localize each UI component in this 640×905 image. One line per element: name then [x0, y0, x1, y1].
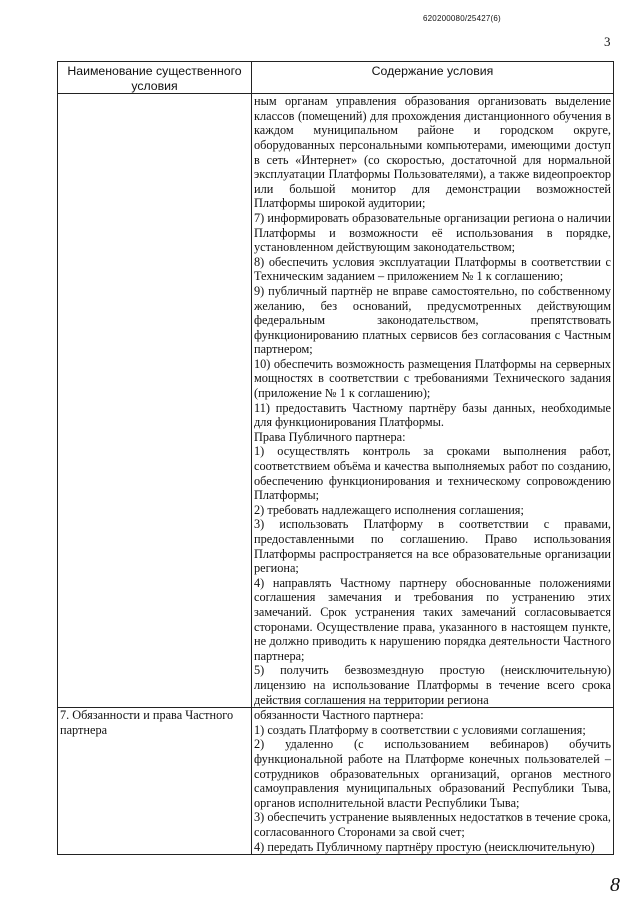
row1-paragraph: 7) информировать образовательные организации региона о наличии Платформы и возможности её использования в порядке, установленном действующим законодательством;	[254, 210, 611, 255]
row1-paragraph: 10) обеспечить возможность размещения Платформы на серверных мощностях в соответствии с требованиями Технического задания (приложение № 1 к соглашению);	[254, 356, 611, 401]
row1-paragraph: 1) осуществлять контроль за сроками выполнения работ, соответствием объёма и качества выполняемых работ по созданию, обеспечению функционирования и техническому сопровождению Платформы;	[254, 444, 611, 503]
column-header-condition-content	[252, 62, 614, 94]
row2-paragraph: 2) удаленно (с использованием вебинаров) обучить функциональной работе на Платформе конечных пользователей – сотрудников образовательных организаций, органов местного самоуправления муниципальных образований Республики Тыва, органов исполнительной власти Республики Тыва;	[254, 737, 611, 810]
row1-paragraph: 5) получить безвозмездную простую (неисключительную) лицензию на использование Платформы в течение всего срока действия соглашения на территории региона	[254, 663, 611, 707]
row1-paragraph: Права Публичного партнера:	[254, 429, 406, 444]
row1-paragraph: ным органам управления образования организовать выделение классов (помещений) для прохождения дистанционного обучения в каждом муниципальном районе и городском округе, оборудованных персональными компьютерами, имеющими доступ в сеть «Интернет» (со скоростью, достаточной для нормальной эксплуатации Платформы Пользователями), а также видеопроектор или большой монитор для демонстрации возможностей Платформы широкой аудитории;	[254, 94, 611, 211]
row1-content-cell	[252, 94, 614, 708]
row2-name-cell	[58, 708, 252, 855]
column-header-condition-name-text: Наименование существенного условия	[67, 64, 242, 93]
row1-paragraph: 11) предоставить Частному партнёру базы данных, необходимые для функционирования Платформы.	[254, 400, 611, 430]
document-code: 620200080/25427(6)	[423, 14, 501, 23]
handwritten-signature-mark: 8	[610, 874, 620, 896]
row1-paragraph: 2) требовать надлежащего исполнения соглашения;	[254, 502, 524, 517]
table-row-public-partner	[58, 94, 614, 708]
row2-paragraph: 3) обеспечить устранение выявленных недостатков в течение срока, согласованного Сторонами за свой счет;	[254, 810, 611, 839]
row2-title: 7. Обязанности и права Частного партнера	[60, 708, 234, 737]
column-header-condition-content-text: Содержание условия	[371, 64, 494, 78]
row2-paragraph: 1) создать Платформу в соответствии с условиями соглашения;	[254, 722, 586, 737]
column-header-condition-name	[58, 62, 252, 94]
row1-paragraph: 3) использовать Платформу в соответствии с правами, предоставленными по соглашению. Право использования Платформы распространяется на все образовательные организации региона;	[254, 517, 611, 576]
row1-paragraph: 8) обеспечить условия эксплуатации Платформы в соответствии с Техническим заданием – приложением № 1 к соглашению;	[254, 254, 611, 284]
row1-paragraph: 9) публичный партнёр не вправе самостоятельно, по собственному желанию, без оснований, предусмотренных действующим федеральным законодательством, препятствовать функционированию платных сервисов без согласования с Частным партнером;	[254, 283, 611, 357]
row1-name-cell	[58, 94, 252, 708]
table-header-row	[58, 62, 614, 94]
row1-paragraph: 4) направлять Частному партнеру обоснованные положениями соглашения замечания и требования по устранению этих замечаний. Срок устранения таких замечаний согласовывается сторонами. Осуществление права, указанного в настоящем пункте, не должно приводить к нарушению порядка деятельности Частного партнера;	[254, 575, 611, 663]
row2-paragraph: 4) передать Публичному партнёру простую (неисключительную)	[254, 839, 595, 854]
conditions-table	[57, 61, 614, 855]
row2-content-cell	[252, 708, 614, 855]
table-row-private-partner	[58, 708, 614, 855]
page-number: 3	[604, 34, 611, 49]
row2-paragraph: обязанности Частного партнера:	[254, 708, 424, 723]
